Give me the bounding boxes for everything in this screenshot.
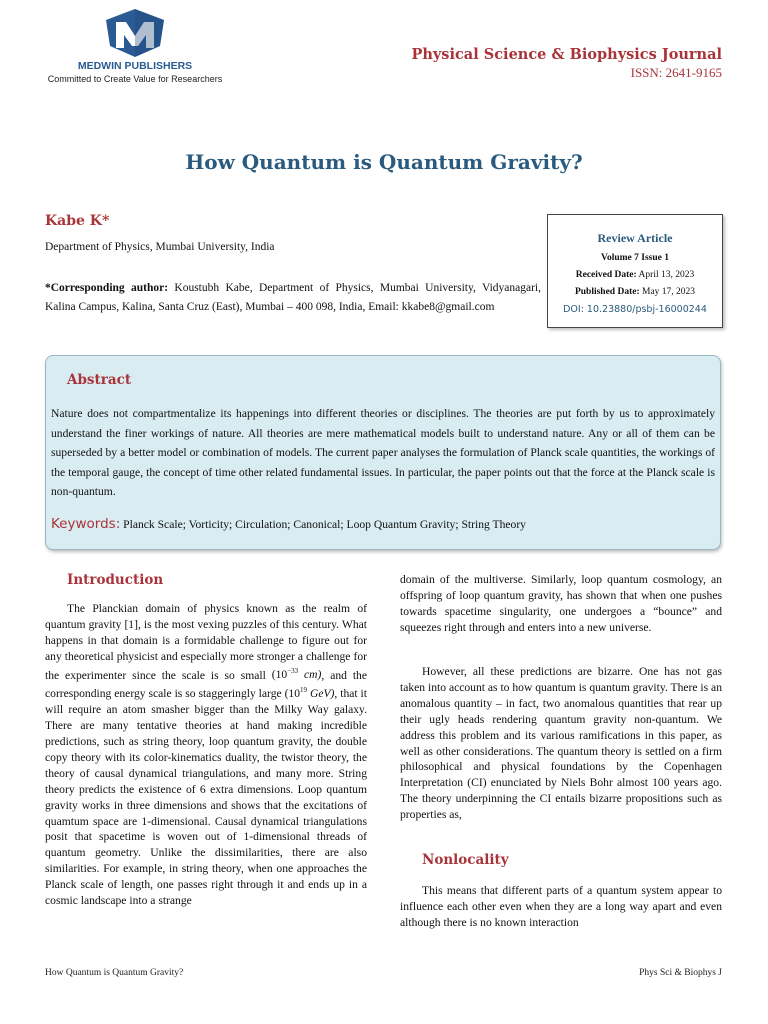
corresponding-details: Koustubh Kabe, Department of Physics, Mumbai University, Vidyanagari, Kalina Campus, Kalina, Santa Cruz (East), Mumbai – 400 098, India, Email: kkabe8@gmail.com [45, 282, 541, 313]
bizarre-predictions-paragraph: However, all these predictions are bizarre. One has not gas taken into account as to how quantum is quantum gravity. There is an anomalous quantity – in fact, two anomalous quantities that rear up their ugly heads rendering quantum gravity non-quantum. We address this problem and its various ramifications in this paper, as well as other considerations. The quantum theory is settled on a firm philosophical and physical foundations by the Copenhagen Interpretation (CI) enunciated by Niels Bohr almost 100 years ago. The theory underpinning the CI entails bizarre propositions such as properties as, [400, 665, 722, 822]
right-column-text-2 [400, 664, 722, 823]
keywords [51, 516, 715, 532]
corresponding-label: *Corresponding author: [45, 282, 169, 294]
multiverse-paragraph: domain of the multiverse. Similarly, loop quantum cosmology, an offspring of loop quantum gravity, has shown that when one pushes towards spacetime singularity, one undergoes a “bounce” and squeezes right through and enters into a new universe. [400, 573, 722, 634]
author-affiliation: Department of Physics, Mumbai University, India [45, 241, 275, 253]
left-column-text [45, 601, 367, 909]
section-heading-introduction: Introduction [67, 572, 164, 588]
right-column-text-3 [400, 883, 722, 931]
journal-name: Physical Science & Biophysics Journal [411, 46, 722, 63]
abstract-text: Nature does not compartmentalize its happenings into different theories or disciplines. The theories are put forth by us to approximately understand the finer workings of nature. All theories are mere mathematical models built to understand nature. Any or all of them can be superseded by a better model or combination of models. The current paper analyses the formulation of Planck scale quantities, the workings of the temporal gauge, the concept of time other related fundamental issues. In particular, the paper points out that the force at the Planck scale is non-quantum. [51, 407, 715, 498]
journal-issn: ISSN: 2641-9165 [630, 65, 722, 80]
keywords-label: Keywords: [51, 516, 121, 532]
publisher-name: MEDWIN PUBLISHERS [77, 60, 193, 72]
author-name: Kabe K* [45, 213, 110, 229]
abstract-box [45, 355, 721, 550]
abstract-heading: Abstract [67, 372, 132, 388]
footer-journal-abbrev: Phys Sci & Biophys J [639, 968, 722, 978]
doi-link[interactable]: DOI: 10.23880/psbj-16000244 [563, 304, 707, 315]
right-column-text-1 [400, 572, 722, 636]
corresponding-author [45, 279, 541, 317]
section-heading-nonlocality: Nonlocality [422, 852, 509, 868]
publisher-logo [40, 8, 230, 88]
medwin-shield-icon [102, 8, 168, 58]
large-scale-expression: ($10^{19}$ GeV) [284, 686, 335, 701]
small-scale-expression: ($10^{-33}$ cm) [271, 667, 322, 682]
article-type: Review Article [597, 231, 673, 245]
article-title: How Quantum is Quantum Gravity? [185, 150, 583, 174]
keywords-list: Planck Scale; Vorticity; Circulation; Canonical; Loop Quantum Gravity; String Theory [123, 518, 526, 531]
nonlocality-paragraph: This means that different parts of a quantum system appear to influence each other even when they are a long way apart and even although there is no known interaction [400, 884, 722, 929]
received-date: Received Date: April 13, 2023 [575, 270, 695, 280]
volume-issue: Volume 7 Issue 1 [600, 253, 669, 263]
article-info-box [547, 214, 723, 328]
published-date: Published Date: May 17, 2023 [574, 287, 696, 297]
footer-title: How Quantum is Quantum Gravity? [45, 968, 184, 978]
introduction-paragraph: The Planckian domain of physics known as the realm of quantum gravity [1], is the most vexing puzzles of this century. What happens in that domain is a formidable challenge to figure out for any theoretical physicist and especially more stronger a challenge for the experimenter since the scale is so small ($10^{-33}$ cm), and the corresponding energy scale is so staggeringly large ($10^{19}$ GeV), that it will require an atom smasher bigger than the Milky Way galaxy. There are many tentative theories at hand making incredible predictions, such as string theory, loop quantum gravity, the double copy theory with its color-kinematics duality, the twistor theory, the theory of causal dynamical triangulations, and many more. String theory predicts the existence of 6 extra dimensions. Loop quantum gravity works in three dimensions and shows that the excitations of quamtum space are 1-dimensional. Causal dynamical triangulations posit that spacetime is woven out of 1-dimensional threads of quantum geometry. Unlike the dissimilarities, there are also similarities. For example, in string theory, when one approaches the Planck scale of length, one passes right through it and ends up in a cosmic landscape into a strange [45, 602, 367, 908]
publisher-tagline: Committed to Create Value for Researchers [47, 74, 223, 84]
